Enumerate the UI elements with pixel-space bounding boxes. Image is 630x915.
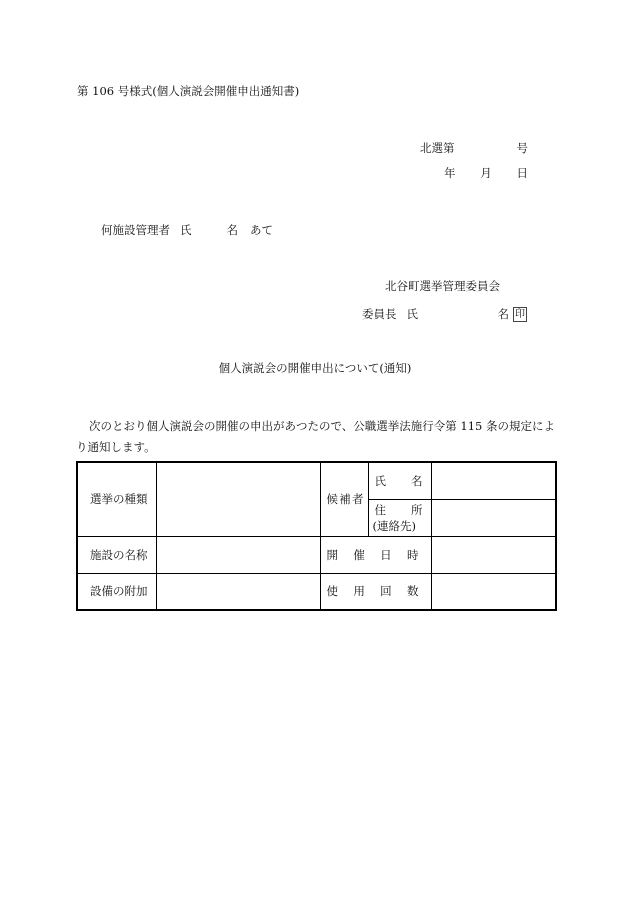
- candidate-address-label-text: 住 所: [374, 502, 423, 517]
- body-text: 次のとおり個人演説会の開催の申出があつたので、公職選挙法施行令第 115 条の規定により通知します。: [76, 419, 556, 454]
- candidate-name-value[interactable]: [431, 462, 556, 499]
- sender-organization: 北谷町選挙管理委員会: [385, 279, 500, 293]
- candidate-name-label-text: 氏 名: [374, 473, 423, 488]
- candidate-address-note: (連絡先): [372, 518, 416, 533]
- seal-mark: 印: [515, 309, 525, 320]
- reference-number: [420, 143, 528, 155]
- sender-chair: [362, 307, 527, 322]
- form-title: 第 106 号様式(個人演説会開催申出通知書): [77, 84, 300, 98]
- date-month: 月: [480, 166, 492, 180]
- election-type-value[interactable]: [156, 462, 320, 536]
- usage-count-label-text: 使 用 回 数: [326, 584, 419, 599]
- sender-name: [406, 306, 510, 321]
- event-datetime-value[interactable]: [431, 536, 556, 573]
- addressee-title: 何施設管理者: [101, 223, 170, 237]
- election-type-label: [77, 462, 156, 536]
- addressee-name-1: 氏: [180, 223, 192, 237]
- candidate-label-text: 候 補 者: [326, 492, 364, 507]
- equipment-label: [77, 573, 156, 610]
- addressee-name-2: 名: [226, 223, 238, 237]
- addressee-name: [180, 225, 238, 237]
- sender-name-2: 名: [497, 306, 509, 321]
- event-datetime-label-text: 開 催 日 時: [326, 547, 419, 562]
- candidate-name-label: [368, 462, 431, 499]
- candidate-address-value[interactable]: [431, 499, 556, 536]
- facility-name-label-text: 施 設 の 名 称: [90, 547, 148, 562]
- addressee-suffix: あて: [250, 223, 273, 237]
- issue-date: [444, 168, 528, 180]
- date-day: 日: [516, 166, 528, 180]
- candidate-label: [320, 462, 368, 536]
- subject-line: 個人演説会の開催申出について(通知): [218, 361, 412, 375]
- sender-name-1: 氏: [406, 306, 418, 321]
- usage-count-value[interactable]: [431, 573, 556, 610]
- facility-name-label: [77, 536, 156, 573]
- candidate-address-label: [368, 499, 431, 536]
- info-table: [76, 461, 557, 611]
- election-type-label-text: 選 挙 の 種 類: [90, 492, 148, 507]
- addressee: [101, 225, 273, 237]
- date-year: 年: [444, 166, 456, 180]
- facility-name-value[interactable]: [156, 536, 320, 573]
- equipment-value[interactable]: [156, 573, 320, 610]
- equipment-label-text: 設 備 の 附 加: [90, 584, 148, 599]
- reference-prefix: 北選第: [420, 141, 455, 155]
- event-datetime-label: [320, 536, 431, 573]
- sender-position: 委員長: [362, 306, 397, 321]
- usage-count-label: [320, 573, 431, 610]
- reference-suffix: 号: [516, 141, 528, 155]
